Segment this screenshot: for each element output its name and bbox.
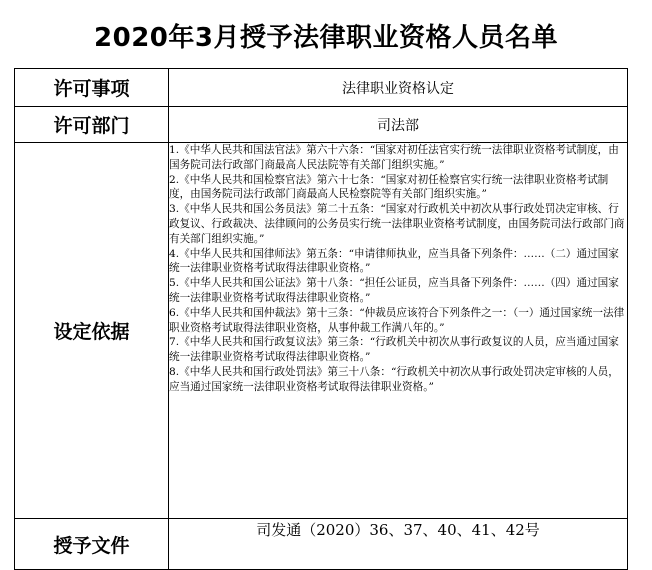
legal-clause: 2.《中华人民共和国检察官法》第六十七条：“国家对初任检察官实行统一法律职业资格考试制度，由国务院司法行政部门商最高人民检察院等有关部门组织实施。” xyxy=(169,173,609,201)
row-label-basis: 设定依据 xyxy=(15,143,169,519)
row-label-item: 许可事项 xyxy=(15,69,169,107)
legal-clause: 6.《中华人民共和国仲裁法》第十三条：“仲裁员应该符合下列条件之一：（一）通过国家统一法律职业资格考试取得法律职业资格，从事仲裁工作满八年的。” xyxy=(169,306,625,334)
legal-clause: 4.《中华人民共和国律师法》第五条：“申请律师执业，应当具备下列条件：……（二）通过国家统一法律职业资格考试取得法律职业资格。” xyxy=(169,247,619,275)
legal-basis-cell xyxy=(169,143,628,519)
table-row-file xyxy=(15,519,628,570)
row-label-dept: 许可部门 xyxy=(15,107,169,143)
legal-clause: 3.《中华人民共和国公务员法》第二十五条：“国家对行政机关中初次从事行政处罚决定审核、行政复议、行政裁决、法律顾问的公务员实行统一法律职业资格考试制度，由国务院司法行政部门商有关部门组织实施。” xyxy=(169,203,625,245)
row-label-file: 授予文件 xyxy=(15,519,169,570)
legal-clause: 1.《中华人民共和国法官法》第六十六条：“国家对初任法官实行统一法律职业资格考试制度，由国务院司法行政部门商最高人民法院等有关部门组织实施。” xyxy=(169,144,619,171)
row-value-item: 法律职业资格认定 xyxy=(169,69,628,107)
permit-info-table xyxy=(14,68,628,570)
table-row-basis xyxy=(15,143,628,519)
table-row-item xyxy=(15,69,628,107)
table-row-dept xyxy=(15,107,628,143)
legal-clause: 7.《中华人民共和国行政复议法》第三条：“行政机关中初次从事行政复议的人员，应当通过国家统一法律职业资格考试取得法律职业资格。” xyxy=(169,336,619,364)
row-value-dept: 司法部 xyxy=(169,107,628,143)
page-title: 2020年3月授予法律职业资格人员名单 xyxy=(94,23,558,53)
legal-clause: 5.《中华人民共和国公证法》第十八条：“担任公证员，应当具备下列条件：……（四）通过国家统一法律职业资格考试取得法律职业资格。” xyxy=(169,277,619,304)
legal-clause: 8.《中华人民共和国行政处罚法》第三十八条：“行政机关中初次从事行政处罚决定审核的人员，应当通过国家统一法律职业资格考试取得法律职业资格。” xyxy=(169,365,619,393)
row-value-file: 司发通（2020）36、37、40、41、42号 xyxy=(169,519,628,570)
